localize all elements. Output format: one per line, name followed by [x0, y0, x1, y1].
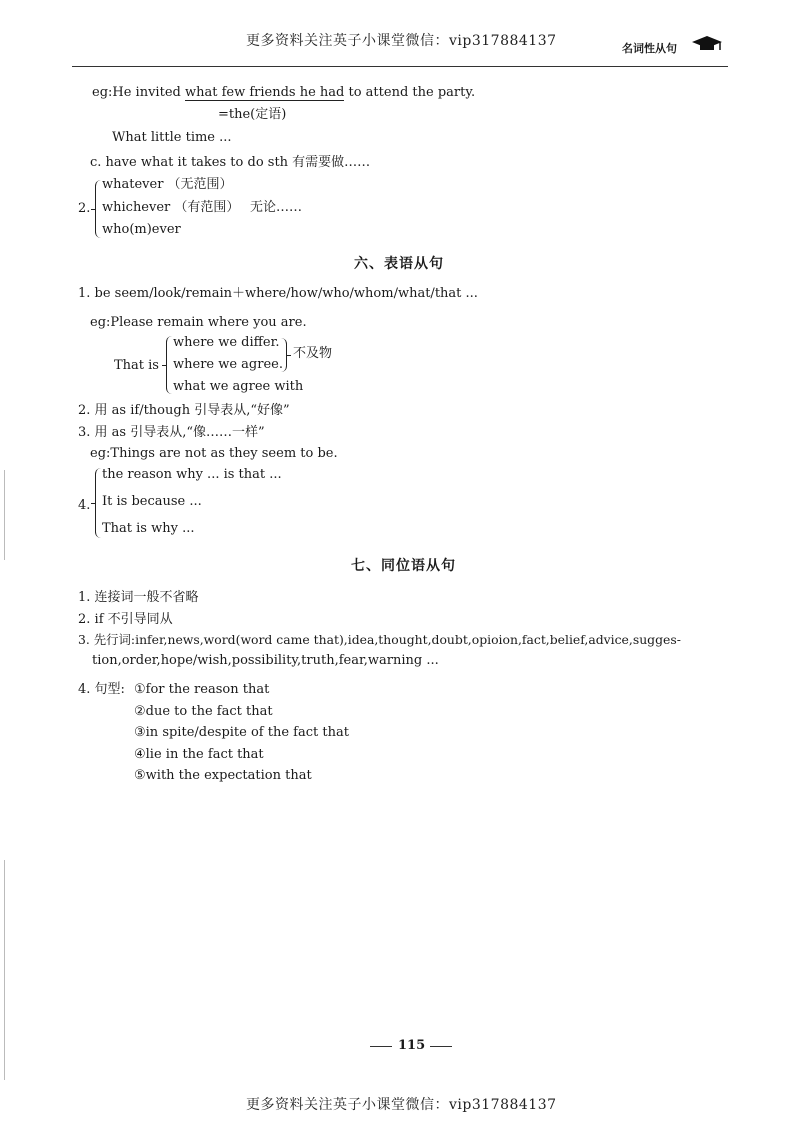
- page-dash-right: [430, 1046, 452, 1047]
- s6-item2: 2. 用 as if/though 引导表从,“好像”: [78, 403, 290, 418]
- s7-item4-label: 4. 句型:: [78, 682, 125, 697]
- graduation-cap-icon: [690, 34, 724, 54]
- example-sentence: [92, 85, 475, 101]
- s6-item1: 1. be seem/look/remain＋where/how/who/whom/what/that ...: [78, 286, 478, 301]
- pattern-4: ④lie in the fact that: [134, 747, 264, 762]
- pattern-2: ②due to the fact that: [134, 704, 273, 719]
- that-is-option-3: what we agree with: [173, 379, 304, 394]
- s6-example3: eg:Things are not as they seem to be.: [90, 446, 338, 461]
- s7-item2: 2. if 不引导同从: [78, 612, 173, 627]
- option-whichever: whichever （有范围）: [102, 200, 240, 215]
- option-whomever: who(m)ever: [102, 222, 181, 237]
- option-whatever: whatever （无范围）: [102, 177, 233, 192]
- s6-example1: eg:Please remain where you are.: [90, 315, 307, 330]
- equals-note: =the(定语): [218, 107, 287, 122]
- header-chapter-tag: 名词性从句: [622, 42, 677, 55]
- page-number: 115: [398, 1038, 426, 1053]
- s6-item3: 3. 用 as 引导表从,“像……一样”: [78, 425, 265, 440]
- that-is-option-2: where we agree.: [173, 357, 283, 372]
- s7-item3-line1: 3. 先行词:infer,news,word(word came that),idea,thought,doubt,opioion,fact,belief,advice,sugges-: [78, 632, 681, 647]
- example-suffix: to attend the party.: [344, 85, 476, 100]
- s6-item4-number: 4.: [78, 498, 91, 513]
- pattern-3: ③in spite/despite of the fact that: [134, 725, 349, 740]
- item-c: c. have what it takes to do sth 有需要做……: [90, 155, 371, 170]
- pattern-1: ①for the reason that: [134, 682, 270, 697]
- that-is-option-1: where we differ.: [173, 335, 280, 350]
- header-rule: [72, 66, 728, 67]
- left-brace: [166, 336, 173, 394]
- item4-option-3: That is why ...: [102, 521, 195, 536]
- example-prefix: eg:He invited: [92, 85, 185, 100]
- item4-option-2: It is because ...: [102, 494, 202, 509]
- example-underlined: what few friends he had: [184, 85, 345, 100]
- footer-watermark: 更多资料关注英子小课堂微信：vip317884137: [246, 1097, 557, 1113]
- header-watermark: 更多资料关注英子小课堂微信：vip317884137: [246, 33, 557, 49]
- s7-item1: 1. 连接词一般不省略: [78, 590, 199, 605]
- section-title-appositive: 七、同位语从句: [351, 558, 456, 574]
- right-brace: [280, 338, 287, 372]
- left-brace: [95, 468, 102, 538]
- item2-number: 2.: [78, 201, 91, 216]
- that-is-label: That is: [114, 358, 159, 373]
- page-dash-left: [370, 1046, 392, 1047]
- meaning-whatever: 无论……: [250, 200, 303, 215]
- section-title-predicative: 六、表语从句: [354, 256, 444, 272]
- s7-item3-line2: tion,order,hope/wish,possibility,truth,fear,warning ...: [92, 653, 439, 668]
- scan-edge-mark: [4, 860, 5, 1080]
- item4-option-1: the reason why ... is that ...: [102, 467, 282, 482]
- scan-edge-mark: [4, 470, 5, 560]
- what-little-line: What little time ...: [112, 130, 232, 145]
- pattern-5: ⑤with the expectation that: [134, 768, 312, 783]
- intransitive-note: 不及物: [293, 346, 333, 361]
- left-brace: [95, 180, 102, 238]
